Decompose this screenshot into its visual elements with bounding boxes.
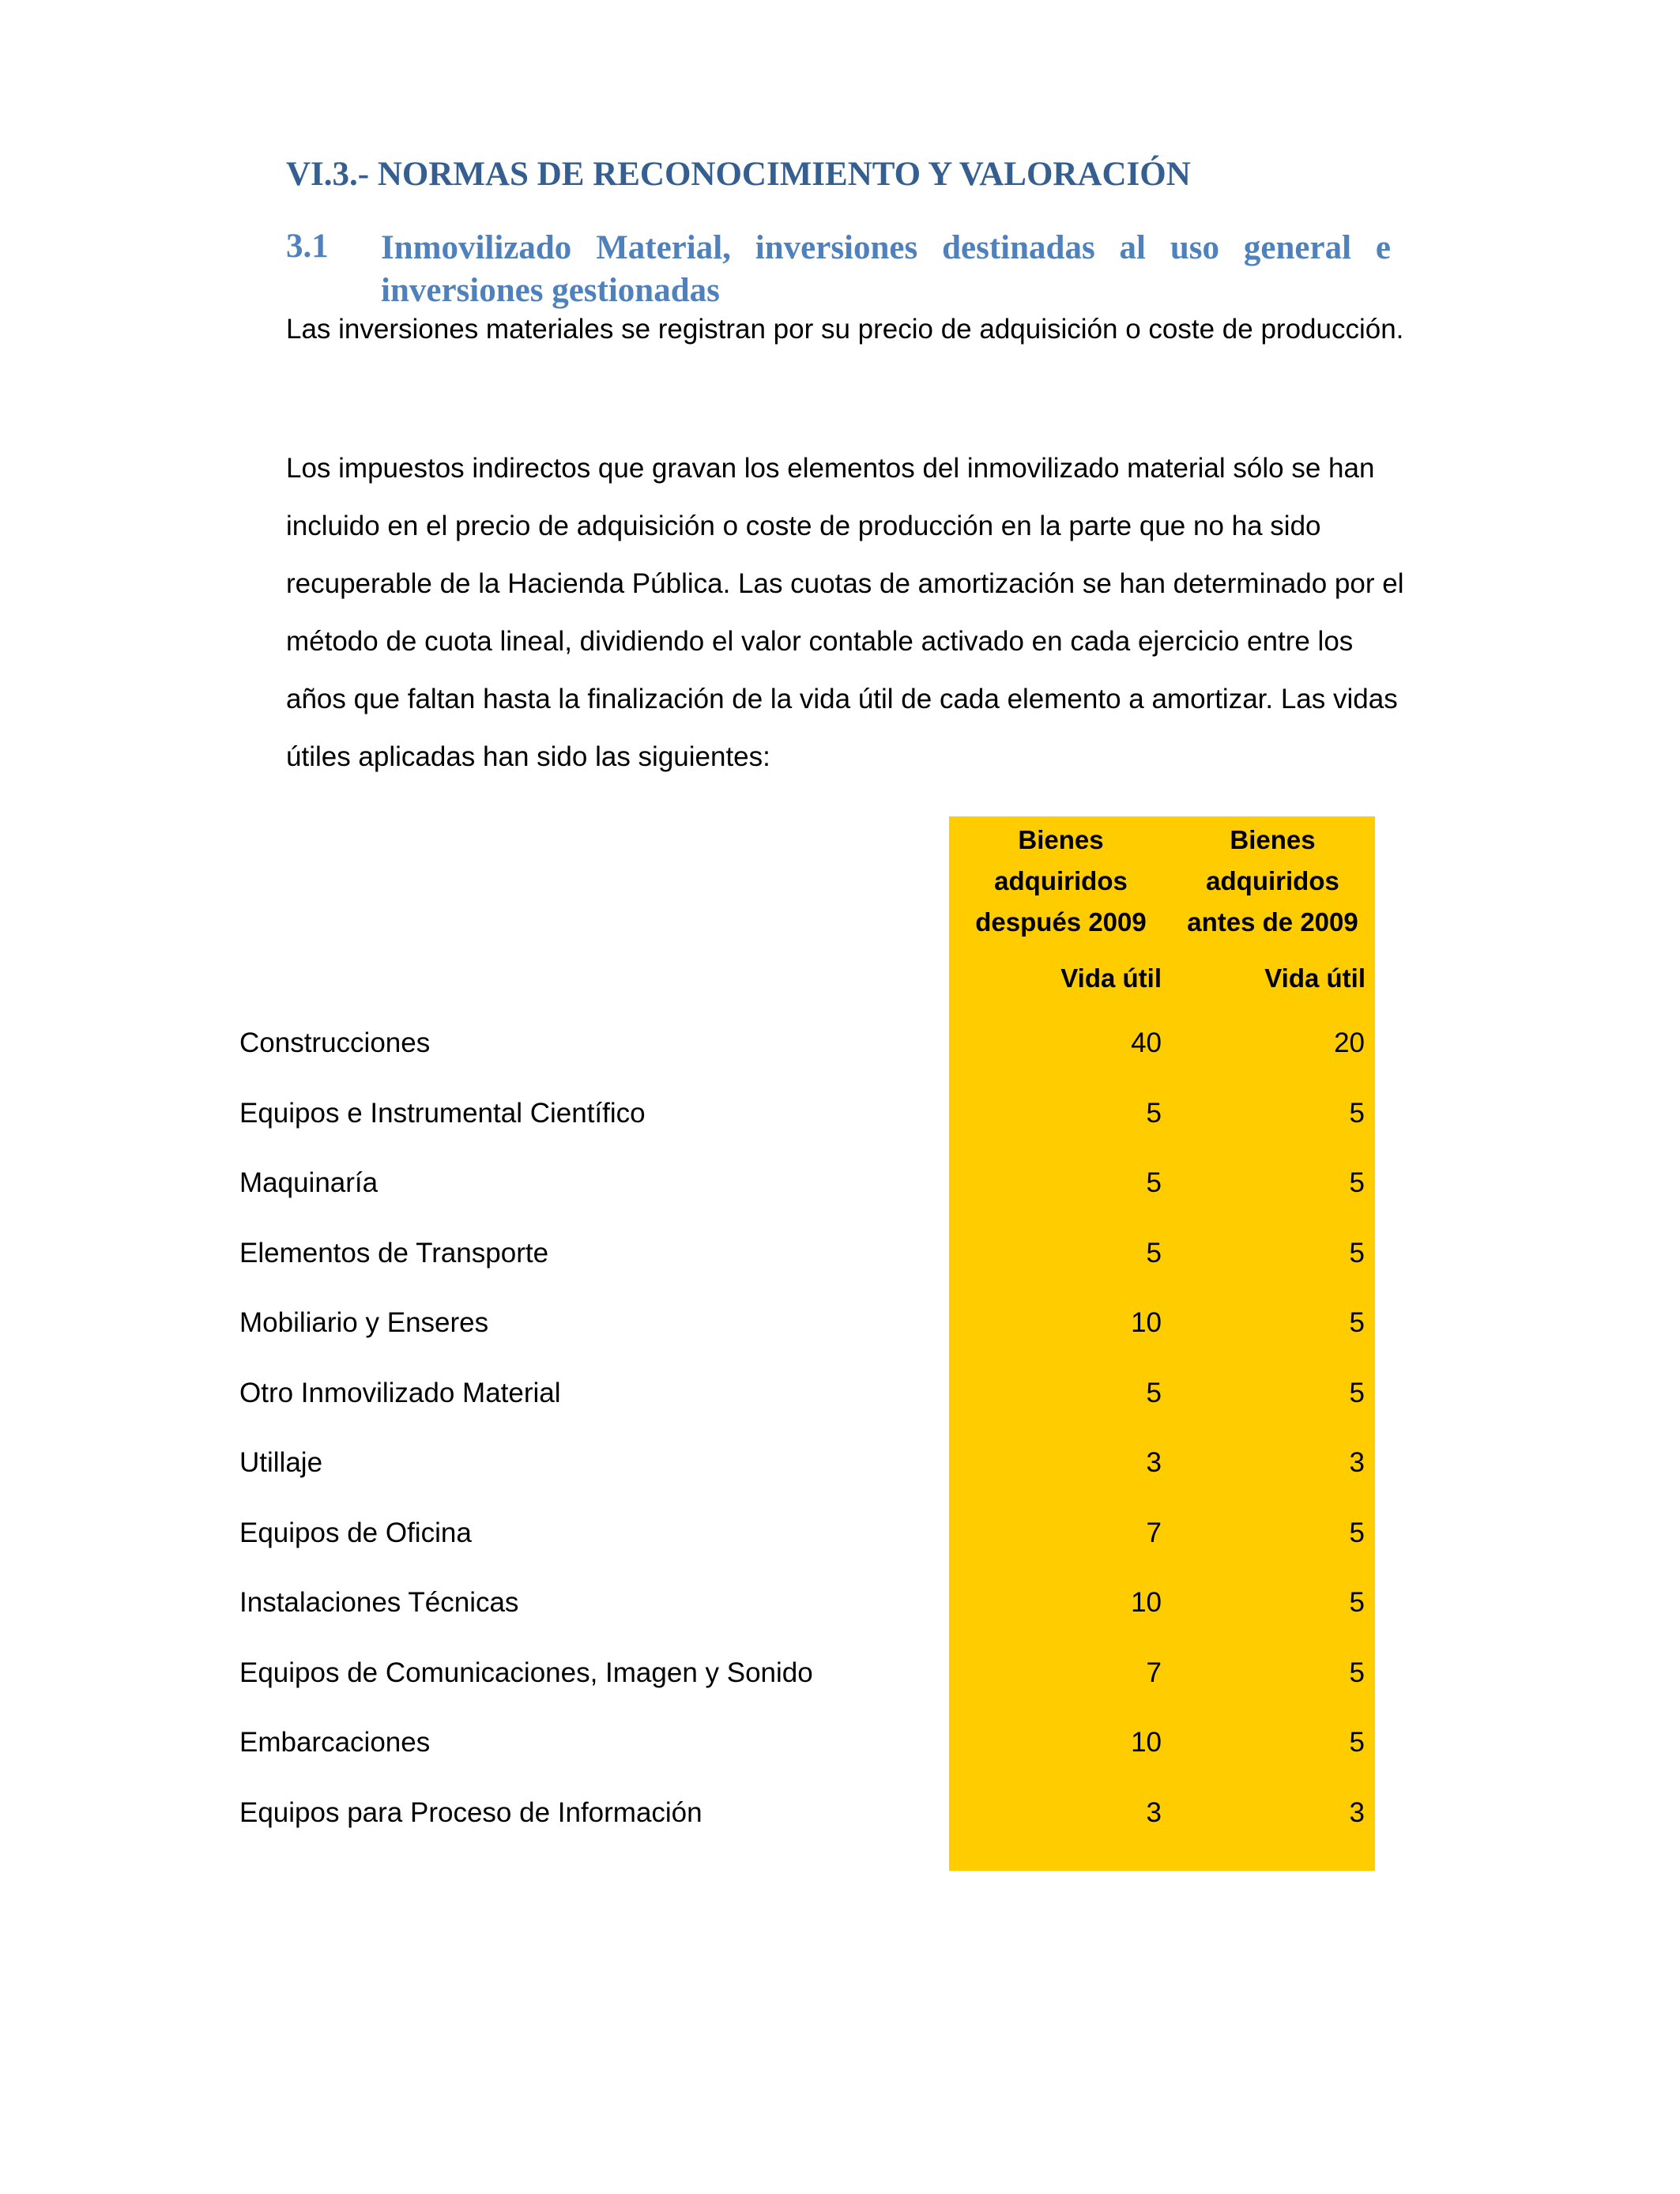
life-before-value: 5 — [1349, 1727, 1365, 1758]
section-heading: VI.3.- NORMAS DE RECONOCIMIENTO Y VALORACIÓN — [286, 156, 1191, 193]
life-after-value: 5 — [1146, 1237, 1162, 1269]
life-before-value: 5 — [1349, 1307, 1365, 1338]
asset-label: Equipos e Instrumental Científico — [239, 1097, 646, 1129]
subsection-number: 3.1 — [286, 228, 329, 265]
table-row — [0, 1587, 1680, 1657]
paragraph-intro: Las inversiones materiales se registran por su precio de adquisición o coste de producción. — [286, 314, 1404, 345]
asset-label: Instalaciones Técnicas — [239, 1587, 519, 1618]
table-row — [0, 1307, 1680, 1378]
life-after-value: 10 — [1131, 1727, 1162, 1758]
life-before-value: 5 — [1349, 1377, 1365, 1408]
asset-label: Equipos de Comunicaciones, Imagen y Sonido — [239, 1657, 813, 1688]
life-before-value: 5 — [1349, 1237, 1365, 1269]
asset-label: Equipos para Proceso de Información — [239, 1796, 703, 1828]
table-row — [0, 1098, 1680, 1168]
table-row — [0, 1027, 1680, 1098]
life-before-value: 5 — [1349, 1517, 1365, 1548]
asset-label: Construcciones — [239, 1027, 431, 1058]
life-after-value: 5 — [1146, 1097, 1162, 1129]
table-row — [0, 1238, 1680, 1308]
asset-label: Utillaje — [239, 1447, 323, 1478]
subsection-title: Inmovilizado Material, inversiones destinadas al uso general e inversiones gestionadas — [381, 229, 1391, 309]
asset-label: Maquinaría — [239, 1167, 379, 1198]
life-before-value: 3 — [1349, 1796, 1365, 1828]
life-before-value: 5 — [1349, 1097, 1365, 1129]
life-after-value: 3 — [1146, 1447, 1162, 1478]
useful-life-table — [0, 1027, 1680, 1867]
asset-label: Elementos de Transporte — [239, 1237, 549, 1269]
life-after-value: 5 — [1146, 1377, 1162, 1408]
table-row — [0, 1657, 1680, 1728]
table-row — [0, 1378, 1680, 1448]
column-subheader-after: Vida útil — [1060, 963, 1162, 993]
life-after-value: 10 — [1131, 1307, 1162, 1338]
life-before-value: 20 — [1334, 1027, 1365, 1058]
life-before-value: 3 — [1349, 1447, 1365, 1478]
table-row — [0, 1167, 1680, 1238]
life-before-value: 5 — [1349, 1587, 1365, 1618]
asset-label: Equipos de Oficina — [239, 1517, 472, 1548]
life-after-value: 7 — [1146, 1657, 1162, 1688]
life-after-value: 3 — [1146, 1796, 1162, 1828]
life-after-value: 7 — [1146, 1517, 1162, 1548]
table-row — [0, 1727, 1680, 1797]
life-before-value: 5 — [1349, 1167, 1365, 1198]
table-row — [0, 1797, 1680, 1868]
life-after-value: 5 — [1146, 1167, 1162, 1198]
paragraph-amortization: Los impuestos indirectos que gravan los elementos del inmovilizado material sólo se han incluido en el precio de adquisición o coste de producción en la parte que no ha sido recuperable de la Hacienda Pública. Las cuotas de amortización se han determinado por el método de cuota lineal, dividiendo el valor contable activado en cada ejercicio entre los años que faltan hasta la finalización de la vida útil de cada elemento a amortizar. Las vidas útiles aplicadas han sido las siguientes: — [286, 453, 1404, 772]
life-after-value: 10 — [1131, 1587, 1162, 1618]
asset-label: Otro Inmovilizado Material — [239, 1377, 561, 1408]
column-header-after-2009: Bienes adquiridos después 2009 — [975, 825, 1147, 937]
asset-label: Embarcaciones — [239, 1727, 431, 1758]
life-after-value: 40 — [1131, 1027, 1162, 1058]
column-subheader-before: Vida útil — [1264, 963, 1365, 993]
table-row — [0, 1517, 1680, 1588]
life-before-value: 5 — [1349, 1657, 1365, 1688]
table-row — [0, 1447, 1680, 1517]
column-header-before-2009: Bienes adquiridos antes de 2009 — [1187, 825, 1358, 937]
asset-label: Mobiliario y Enseres — [239, 1307, 489, 1338]
